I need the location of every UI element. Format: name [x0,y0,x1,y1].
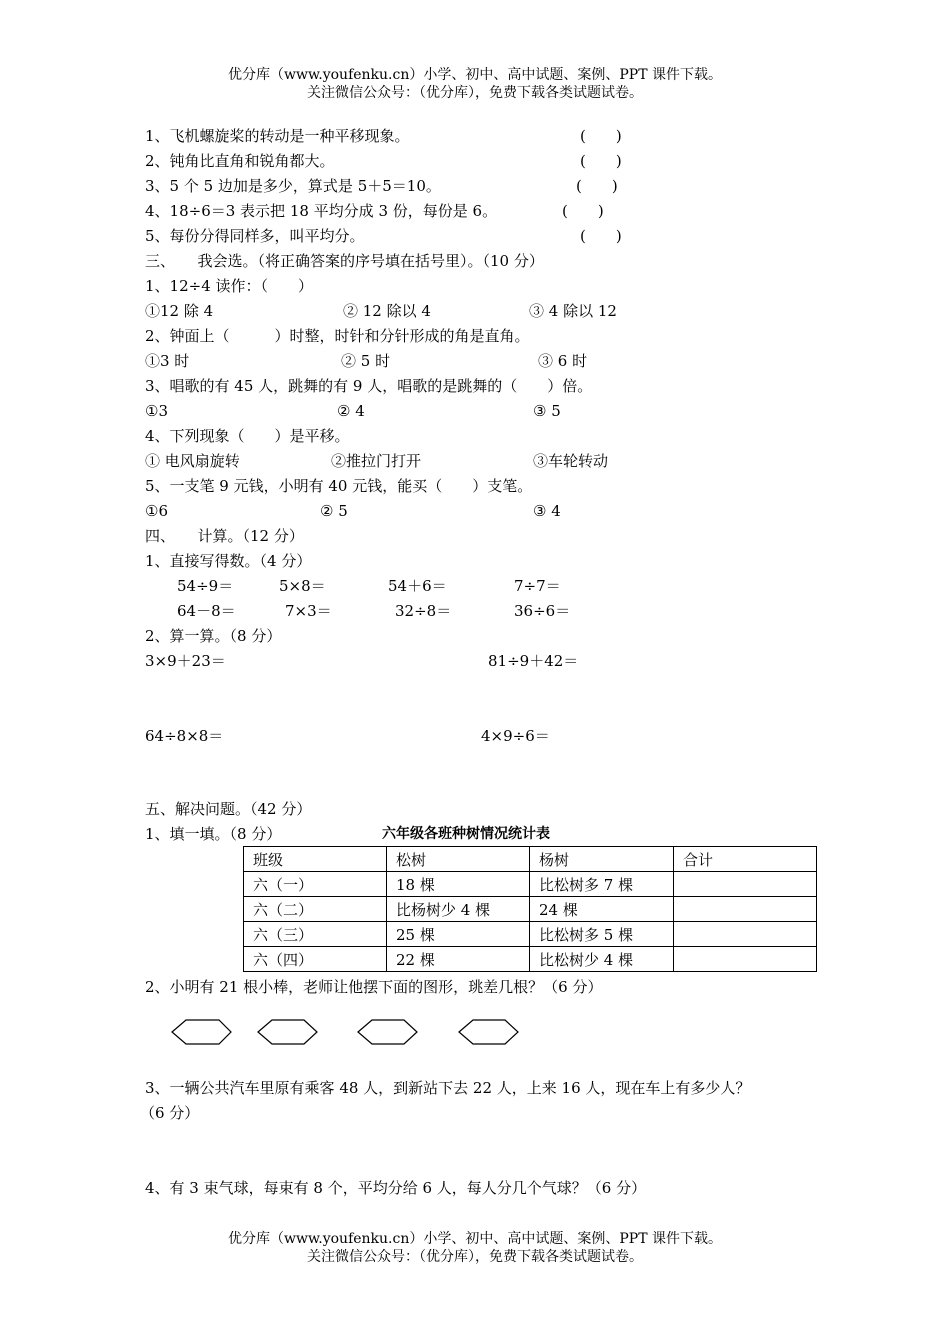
section-4-title: 四、 计算。（12 分） [145,527,304,545]
header-pine: 松树 [387,847,530,872]
judge-blank-3: ( ) [576,177,618,195]
oral-calc-7: 32÷8＝ [395,602,452,620]
choice-q1-a: ①12 除 4 [145,302,214,320]
oral-calc-4: 7÷7＝ [514,577,561,595]
hexagon-shape [358,1020,417,1044]
calc-4: 4×9÷6＝ [481,727,550,745]
choice-q1-b: ② 12 除以 4 [343,302,431,320]
choice-q5-c: ③ 4 [533,502,561,520]
table-row [244,897,817,922]
judge-blank-4: ( ) [562,202,604,220]
judge-item-2: 2、钝角比直角和锐角都大。 [145,152,335,170]
table-cell: 六（一） [244,872,387,897]
choice-q3-a: ①3 [145,402,168,420]
table-cell-total[interactable] [674,872,817,897]
footer-line-1: 优分库（www.youfenku.cn）小学、初中、高中试题、案例、PPT 课件下载。 [227,1231,722,1247]
oral-calc-5: 64－8＝ [177,602,236,620]
oral-calc-1: 54÷9＝ [177,577,234,595]
hexagon-shape [172,1020,231,1044]
table-cell: 比杨树少 4 棵 [387,897,530,922]
table-row [244,872,817,897]
choice-q4-c: ③车轮转动 [533,452,609,470]
calc-1: 3×9＋23＝ [145,652,226,670]
choice-q3-stem: 3、唱歌的有 45 人，跳舞的有 9 人，唱歌的是跳舞的（ ）倍。 [145,377,593,395]
section-4-sub2: 2、算一算。（8 分） [145,627,282,645]
hexagon-shape [459,1020,518,1044]
tree-planting-table [243,846,817,972]
choice-q2-b: ② 5 时 [341,352,391,370]
header-class: 班级 [244,847,387,872]
header-line-2: 关注微信公众号：（优分库），免费下载各类试题试卷。 [307,85,643,101]
judge-item-4: 4、18÷6＝3 表示把 18 平均分成 3 份，每份是 6。 [145,202,498,220]
choice-q5-b: ② 5 [320,502,348,520]
choice-q4-stem: 4、下列现象（ ）是平移。 [145,427,350,445]
judge-item-1: 1、飞机螺旋桨的转动是一种平移现象。 [145,127,410,145]
judge-blank-1: ( ) [580,127,622,145]
problem-1-label: 1、填一填。（8 分） [145,825,282,843]
judge-blank-5: ( ) [580,227,622,245]
table-cell: 24 棵 [530,897,674,922]
choice-q5-a: ①6 [145,502,168,520]
table-cell: 18 棵 [387,872,530,897]
table-cell-total[interactable] [674,947,817,972]
judge-item-5: 5、每份分得同样多，叫平均分。 [145,227,365,245]
problem-2: 2、小明有 21 根小棒，老师让他摆下面的图形，珧差几根？（6 分） [145,978,603,996]
table-cell-total[interactable] [674,922,817,947]
choice-q5-stem: 5、一支笔 9 元钱，小明有 40 元钱，能买（ ）支笔。 [145,477,533,495]
problem-3-line-2: （6 分） [140,1104,200,1122]
header-poplar: 杨树 [530,847,674,872]
choice-q2-c: ③ 6 时 [538,352,588,370]
calc-3: 64÷8×8＝ [145,727,224,745]
section-5-title: 五、解决问题。（42 分） [145,800,312,818]
judge-blank-2: ( ) [580,152,622,170]
table-cell-total[interactable] [674,897,817,922]
choice-q4-b: ②推拉门打开 [331,452,422,470]
table-cell: 六（四） [244,947,387,972]
choice-q3-b: ② 4 [337,402,365,420]
oral-calc-2: 5×8＝ [279,577,326,595]
table-row [244,922,817,947]
judge-item-3: 3、5 个 5 边加是多少，算式是 5＋5＝10。 [145,177,441,195]
footer-line-2: 关注微信公众号：（优分库），免费下载各类试题试卷。 [307,1249,643,1265]
table-header-row [244,847,817,872]
header-total: 合计 [674,847,817,872]
oral-calc-3: 54＋6＝ [388,577,447,595]
section-4-sub1: 1、直接写得数。（4 分） [145,552,312,570]
table-cell: 比松树多 7 棵 [530,872,674,897]
problem-3-line-1: 3、一辆公共汽车里原有乘客 48 人，到新站下去 22 人，上来 16 人，现在车上有多少人？ [145,1079,751,1097]
table-title: 六年级各班种树情况统计表 [382,826,550,842]
choice-q4-a: ① 电风扇旋转 [145,452,240,470]
table-cell: 22 棵 [387,947,530,972]
choice-q1-c: ③ 4 除以 12 [529,302,617,320]
header-line-1: 优分库（www.youfenku.cn）小学、初中、高中试题、案例、PPT 课件下载。 [227,67,722,83]
table-cell: 比松树少 4 棵 [530,947,674,972]
choice-q2-a: ①3 时 [145,352,190,370]
section-3-title: 三、 我会选。（将正确答案的序号填在括号里）。（10 分） [145,252,544,270]
choice-q1-stem: 1、12÷4 读作：（ ） [145,277,314,295]
table-row [244,947,817,972]
oral-calc-8: 36÷6＝ [514,602,571,620]
table-cell: 25 棵 [387,922,530,947]
calc-2: 81÷9＋42＝ [488,652,579,670]
table-cell: 六（二） [244,897,387,922]
choice-q3-c: ③ 5 [533,402,561,420]
problem-4: 4、有 3 束气球，每束有 8 个，平均分给 6 人，每人分几个气球？（6 分） [145,1179,647,1197]
hexagon-figures [160,1012,540,1052]
hexagon-shape [258,1020,317,1044]
choice-q2-stem: 2、钟面上（ ）时整，时针和分针形成的角是直角。 [145,327,530,345]
table-cell: 六（三） [244,922,387,947]
oral-calc-6: 7×3＝ [285,602,332,620]
table-cell: 比松树多 5 棵 [530,922,674,947]
